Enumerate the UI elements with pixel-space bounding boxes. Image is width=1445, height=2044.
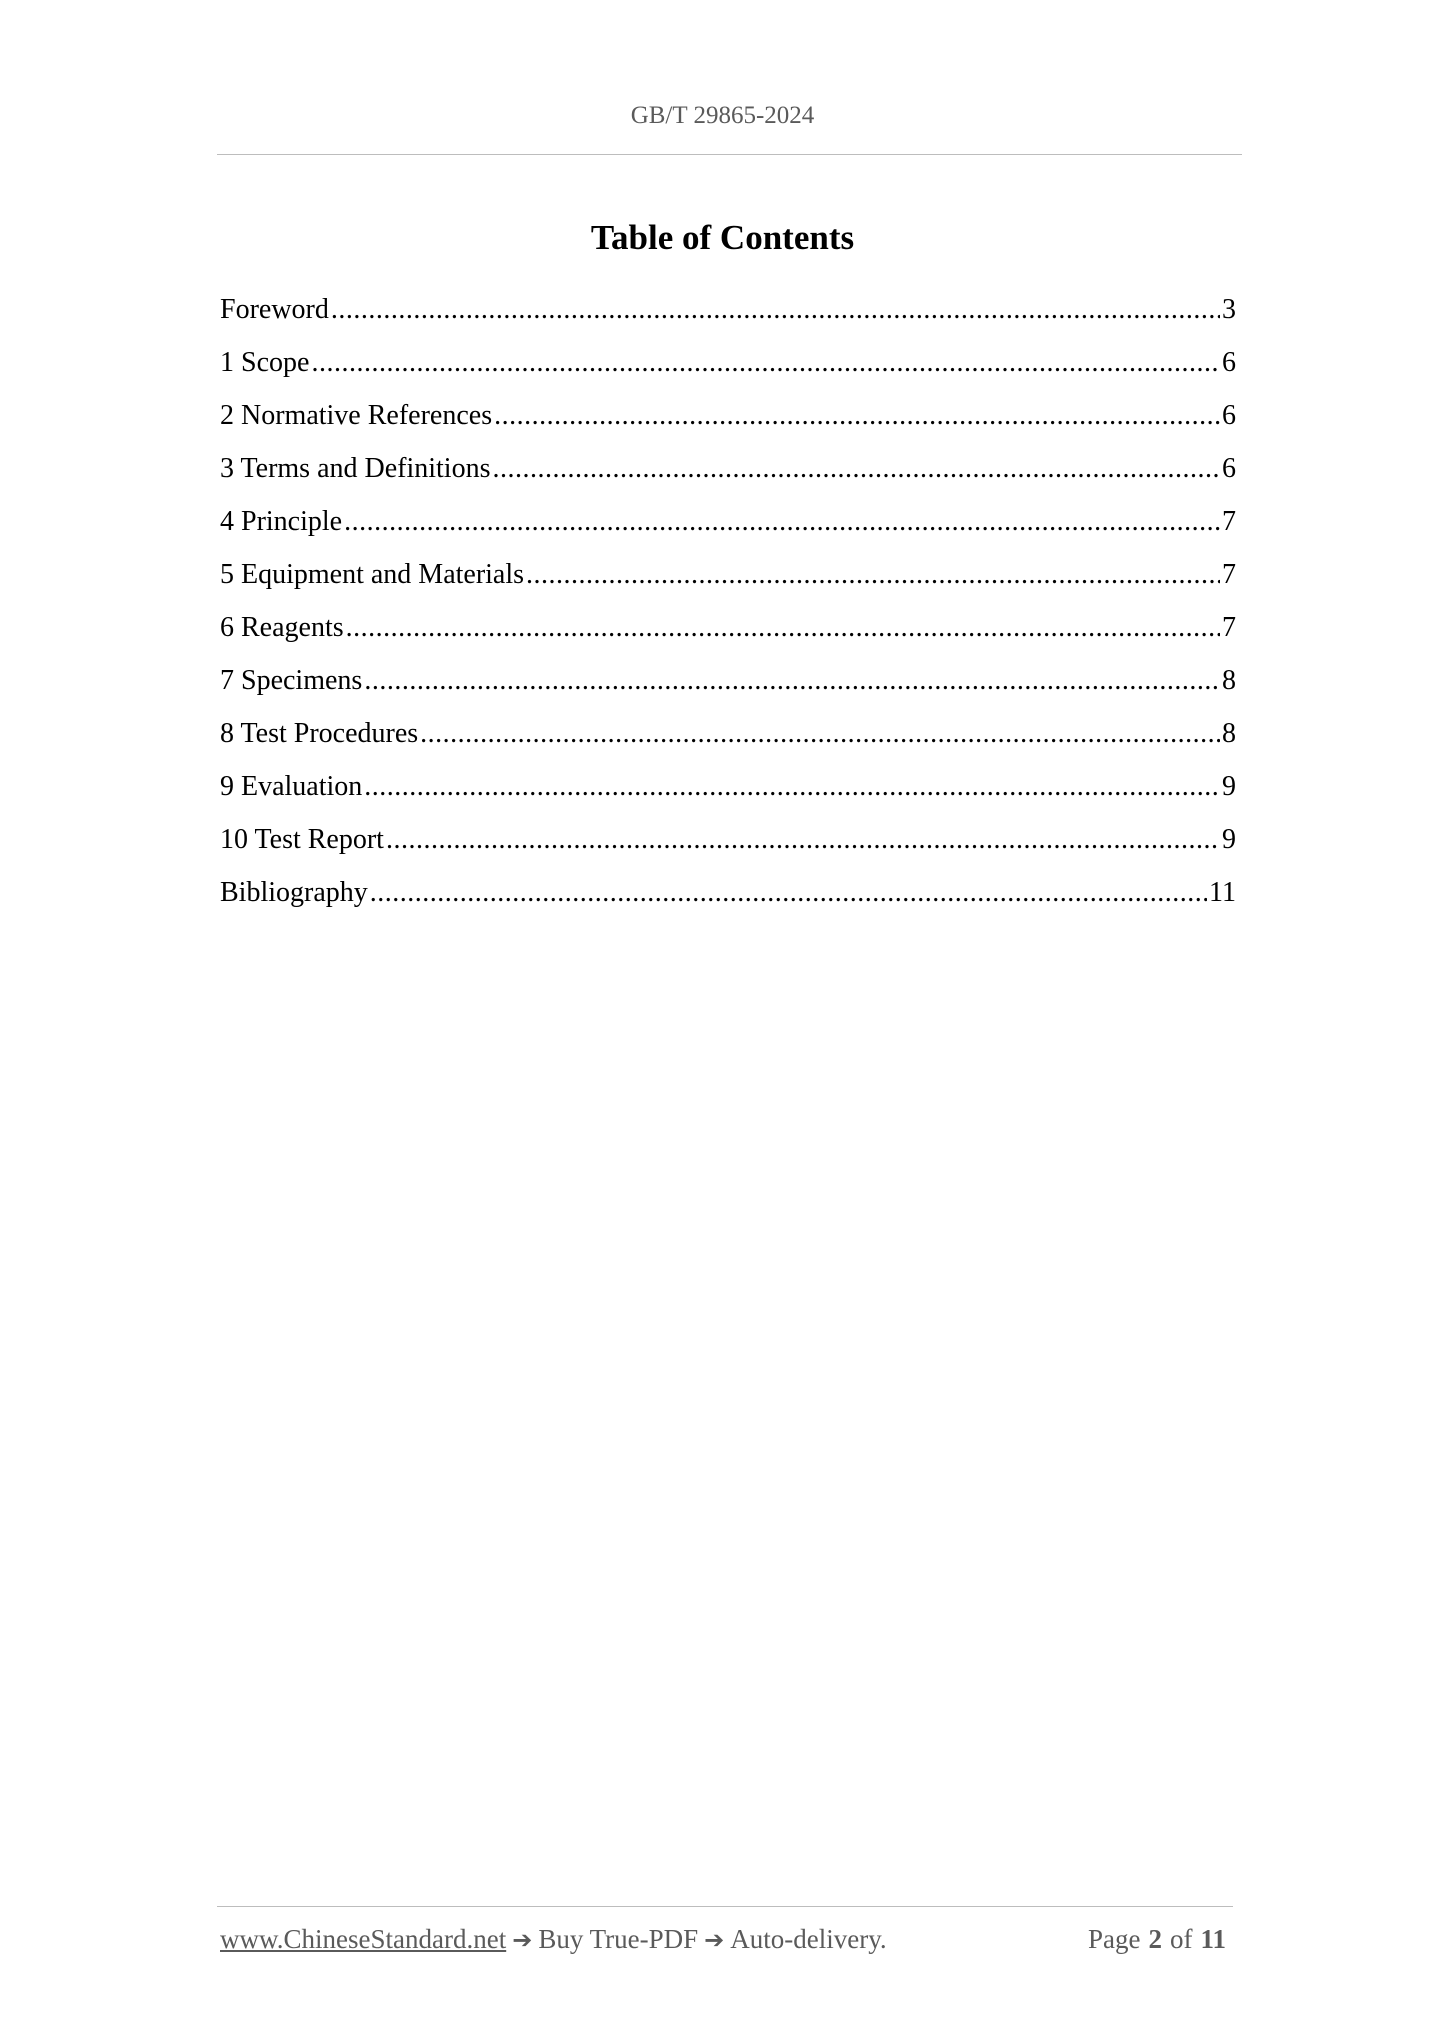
toc-entry-specimens[interactable] bbox=[220, 661, 1236, 714]
toc-entry-label: 5 Equipment and Materials bbox=[220, 559, 525, 590]
of-word: of bbox=[1169, 1924, 1193, 1954]
toc-dot-leader bbox=[344, 502, 1220, 542]
toc-entry-label: 2 Normative References bbox=[220, 400, 493, 431]
total-pages-number: 11 bbox=[1200, 1924, 1226, 1954]
toc-entry-equipment-materials[interactable] bbox=[220, 555, 1236, 608]
auto-delivery-text: Auto-delivery. bbox=[730, 1924, 887, 1954]
footer-promo bbox=[220, 1924, 887, 1955]
toc-entry-label: 1 Scope bbox=[220, 347, 310, 378]
site-link[interactable]: www.ChineseStandard.net bbox=[220, 1924, 507, 1954]
toc-entry-test-report[interactable] bbox=[220, 820, 1236, 873]
toc-dot-leader bbox=[311, 343, 1220, 383]
toc-dot-leader bbox=[370, 873, 1207, 913]
toc-entry-page: 9 bbox=[1222, 824, 1236, 855]
toc-entry-page: 7 bbox=[1222, 506, 1236, 537]
toc-entry-page: 3 bbox=[1222, 294, 1236, 325]
toc-entry-label: 9 Evaluation bbox=[220, 771, 363, 802]
toc-entry-reagents[interactable] bbox=[220, 608, 1236, 661]
toc-dot-leader bbox=[331, 290, 1220, 330]
arrow-right-icon: ➔ bbox=[512, 1926, 533, 1954]
toc-entry-page: 8 bbox=[1222, 718, 1236, 749]
toc-dot-leader bbox=[492, 449, 1220, 489]
toc-dot-leader bbox=[420, 714, 1220, 754]
toc-entry-principle[interactable] bbox=[220, 502, 1236, 555]
footer-divider bbox=[217, 1906, 1233, 1907]
toc-dot-leader bbox=[494, 396, 1220, 436]
toc-entry-terms-definitions[interactable] bbox=[220, 449, 1236, 502]
toc-dot-leader bbox=[526, 555, 1220, 595]
toc-title: Table of Contents bbox=[590, 218, 855, 257]
toc-entry-test-procedures[interactable] bbox=[220, 714, 1236, 767]
toc-entry-page: 11 bbox=[1209, 877, 1236, 908]
toc-list bbox=[220, 290, 1236, 926]
toc-entry-normative-references[interactable] bbox=[220, 396, 1236, 449]
toc-entry-page: 8 bbox=[1222, 665, 1236, 696]
header-divider bbox=[217, 154, 1242, 155]
arrow-right-icon: ➔ bbox=[704, 1926, 725, 1954]
toc-dot-leader bbox=[364, 661, 1220, 701]
toc-entry-label: 6 Reagents bbox=[220, 612, 344, 643]
toc-entry-page: 9 bbox=[1222, 771, 1236, 802]
page-footer bbox=[220, 1924, 1226, 1964]
document-code-header: GB/T 29865-2024 bbox=[630, 102, 815, 129]
toc-entry-scope[interactable] bbox=[220, 343, 1236, 396]
toc-entry-page: 7 bbox=[1222, 559, 1236, 590]
current-page-number: 2 bbox=[1148, 1924, 1162, 1954]
toc-entry-label: Bibliography bbox=[220, 877, 368, 908]
toc-entry-page: 7 bbox=[1222, 612, 1236, 643]
toc-entry-page: 6 bbox=[1222, 400, 1236, 431]
toc-entry-label: 8 Test Procedures bbox=[220, 718, 419, 749]
toc-entry-label: Foreword bbox=[220, 294, 329, 325]
toc-dot-leader bbox=[386, 820, 1220, 860]
toc-entry-page: 6 bbox=[1222, 453, 1236, 484]
toc-entry-evaluation[interactable] bbox=[220, 767, 1236, 820]
toc-entry-label: 10 Test Report bbox=[220, 824, 384, 855]
toc-entry-label: 3 Terms and Definitions bbox=[220, 453, 491, 484]
toc-dot-leader bbox=[364, 767, 1220, 807]
buy-true-pdf-text: Buy True-PDF bbox=[538, 1924, 699, 1954]
toc-entry-label: 4 Principle bbox=[220, 506, 343, 537]
toc-entry-label: 7 Specimens bbox=[220, 665, 363, 696]
toc-entry-foreword[interactable] bbox=[220, 290, 1236, 343]
toc-entry-page: 6 bbox=[1222, 347, 1236, 378]
page-indicator bbox=[1088, 1924, 1226, 1955]
page-word: Page bbox=[1088, 1924, 1141, 1954]
toc-entry-bibliography[interactable] bbox=[220, 873, 1236, 926]
toc-dot-leader bbox=[346, 608, 1220, 648]
